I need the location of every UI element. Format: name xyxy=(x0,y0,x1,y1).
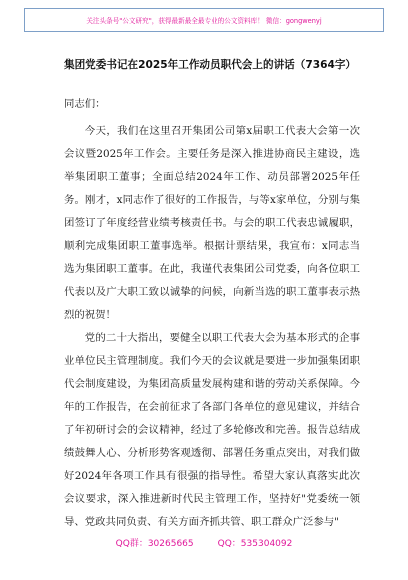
footer-qq: QQ：535304092 xyxy=(217,539,293,549)
document-body xyxy=(64,120,360,534)
document-title: 集团党委书记在2025年工作动员职代会上的讲话（7364字） xyxy=(64,59,357,71)
banner-text: 关注头条号"公文研究"，获得最新最全最专业的公文资料库！ 微信：gongwenyj xyxy=(86,17,322,25)
footer-qq-group: QQ群：30265665 xyxy=(115,539,194,549)
paragraph: 今天，我们在这里召开集团公司第x届职工代表大会第一次会议暨2025年工作会。主要任务是深入推进协商民主建设，选举集团职工董事；全面总结2024年工作、动员部署2025年任务。刚才，x同志作了很好的工作报告，与等x家单位，分别与集团签订了年度经营业绩考核责任书。与会的职工代表忠诚履职，顺利完成集团职工董事选举。根据计票结果，我宣布：x同志当选为集团职工董事。在此，我谨代表集团公司党委，向各位职工代表以及广大职工致以诚挚的问候，向新当选的职工董事表示热烈的祝贺！ xyxy=(64,125,360,321)
footer-contact xyxy=(0,536,408,549)
header-banner xyxy=(24,8,384,32)
paragraph: 党的二十大指出，要健全以职工代表大会为基本形式的企事业单位民主管理制度。我们今天的会议就是要进一步加强集团职代会制度建设，为集团高质量发展构建和谐的劳动关系保障。今年的工作报告，在会前征求了各部门各单位的意见建议，并结合了年初研讨会的会议精神，经过了多轮修改和完善。报告总结成绩鼓舞人心、分析形势客观透彻、部署任务重点突出，对我们做好2024年各项工作具有很强的指导性。希望大家认真落实此次会议要求，深入推进新时代民主管理工作，坚持好"党委统一领导、党政共同负责、有关方面齐抓共管、职工群众广泛参与" xyxy=(64,332,360,528)
salutation: 同志们： xyxy=(64,98,106,110)
